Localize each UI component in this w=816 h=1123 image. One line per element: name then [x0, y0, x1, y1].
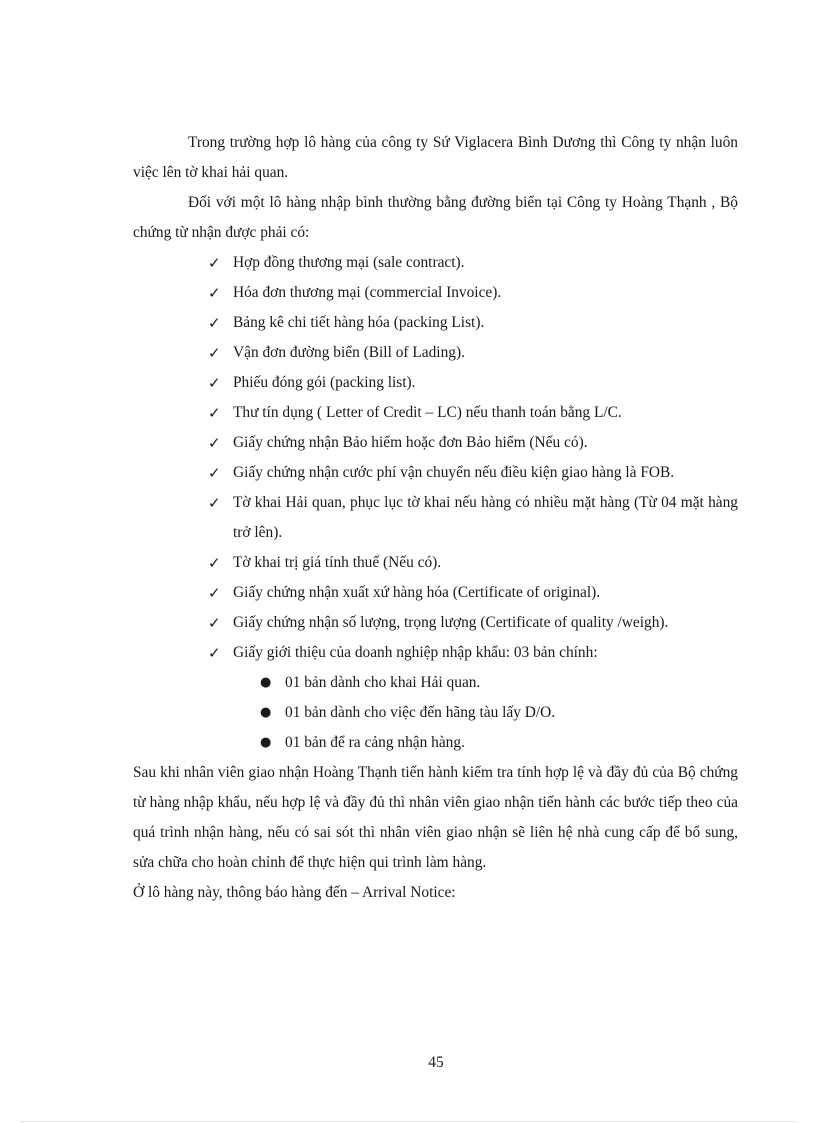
checklist-item — [133, 338, 738, 368]
checklist-item-text: Bảng kê chi tiết hàng hóa (packing List). — [233, 314, 485, 331]
originals-breakdown-list — [133, 668, 738, 758]
check-mark-icon: ✓ — [208, 434, 221, 452]
checklist-item — [133, 488, 738, 548]
bullet-item-text: 01 bản dành cho khai Hải quan. — [285, 674, 481, 691]
intro-paragraph-1: Trong trường hợp lô hàng của công ty Sứ Viglacera Bình Dương thì Công ty nhận luôn việc lên tờ khai hải quan. — [133, 134, 738, 181]
checklist-item — [133, 278, 738, 308]
check-mark-icon: ✓ — [208, 284, 221, 302]
check-mark-icon: ✓ — [208, 464, 221, 482]
check-mark-icon: ✓ — [208, 254, 221, 272]
checklist-item — [133, 398, 738, 428]
checklist-item — [133, 608, 738, 638]
check-mark-icon: ✓ — [208, 614, 221, 632]
check-mark-icon: ✓ — [208, 644, 221, 662]
checklist-item — [133, 248, 738, 278]
check-mark-icon: ✓ — [208, 554, 221, 572]
bullet-item — [133, 668, 738, 698]
checklist-item-text: Thư tín dụng ( Letter of Credit – LC) nếu thanh toán bằng L/C. — [233, 404, 622, 421]
checklist-item-text: Tờ khai Hải quan, phục lục tờ khai nếu hàng có nhiều mặt hàng (Từ 04 mặt hàng trở lên). — [233, 494, 738, 541]
checklist-item — [133, 638, 738, 668]
check-mark-icon: ✓ — [208, 584, 221, 602]
checklist-item-text: Hóa đơn thương mại (commercial Invoice). — [233, 284, 502, 301]
checklist-item — [133, 308, 738, 338]
checklist-item-text: Giấy chứng nhận Bảo hiểm hoặc đơn Bảo hiểm (Nếu có). — [233, 434, 588, 451]
bullet-item-text: 01 bản dành cho việc đến hãng tàu lấy D/O. — [285, 704, 556, 721]
after-paragraph-2: Ở lô hàng này, thông báo hàng đến – Arrival Notice: — [133, 884, 456, 901]
checklist-item-text: Hợp đồng thương mại (sale contract). — [233, 254, 465, 271]
footer-divider — [20, 1121, 796, 1122]
intro-paragraph-2: Đối với một lô hàng nhập bình thường bằng đường biển tại Công ty Hoàng Thạnh , Bộ chứng từ nhận được phải có: — [133, 194, 738, 241]
check-mark-icon: ✓ — [208, 374, 221, 392]
checklist-item — [133, 458, 738, 488]
check-mark-icon: ✓ — [208, 494, 221, 512]
checklist-item-text: Tờ khai trị giá tính thuế (Nếu có). — [233, 554, 442, 571]
document-body — [133, 128, 738, 908]
bullet-item — [133, 728, 738, 758]
bullet-dot-icon: ● — [260, 675, 272, 690]
checklist-item — [133, 368, 738, 398]
bullet-item-text: 01 bản để ra cảng nhận hàng. — [285, 734, 465, 751]
bullet-dot-icon: ● — [260, 705, 272, 720]
checklist-item — [133, 578, 738, 608]
checklist-item — [133, 428, 738, 458]
checklist-item-text: Phiếu đóng gói (packing list). — [233, 374, 416, 391]
checklist-item-text: Vận đơn đường biển (Bill of Lading). — [233, 344, 465, 361]
checklist-item-text: Giấy giới thiệu của doanh nghiệp nhập khẩu: 03 bản chính: — [233, 644, 598, 661]
after-paragraph-1: Sau khi nhân viên giao nhận Hoàng Thạnh tiến hành kiểm tra tính hợp lệ và đầy đủ của Bộ chứng từ hàng nhập khẩu, nếu hợp lệ và đầy đủ thì nhân viên giao nhận tiến hành các bước tiếp theo của quá trình nhận hàng, nếu có sai sót thì nhân viên giao nhận sẽ liên hệ nhà cung cấp để bổ sung, sửa chữa cho hoàn chỉnh để thực hiện qui trình làm hàng. — [133, 764, 738, 871]
check-mark-icon: ✓ — [208, 314, 221, 332]
checklist-item-text: Giấy chứng nhận số lượng, trọng lượng (Certificate of quality /weigh). — [233, 614, 669, 631]
bullet-dot-icon: ● — [260, 735, 272, 750]
check-mark-icon: ✓ — [208, 404, 221, 422]
check-mark-icon: ✓ — [208, 344, 221, 362]
page-number: 45 — [428, 1054, 444, 1071]
checklist-item-text: Giấy chứng nhận xuất xứ hàng hóa (Certificate of original). — [233, 584, 601, 601]
checklist-item — [133, 548, 738, 578]
documents-checklist — [133, 248, 738, 668]
checklist-item-text: Giấy chứng nhận cước phí vận chuyển nếu điều kiện giao hàng là FOB. — [233, 464, 675, 481]
bullet-item — [133, 698, 738, 728]
